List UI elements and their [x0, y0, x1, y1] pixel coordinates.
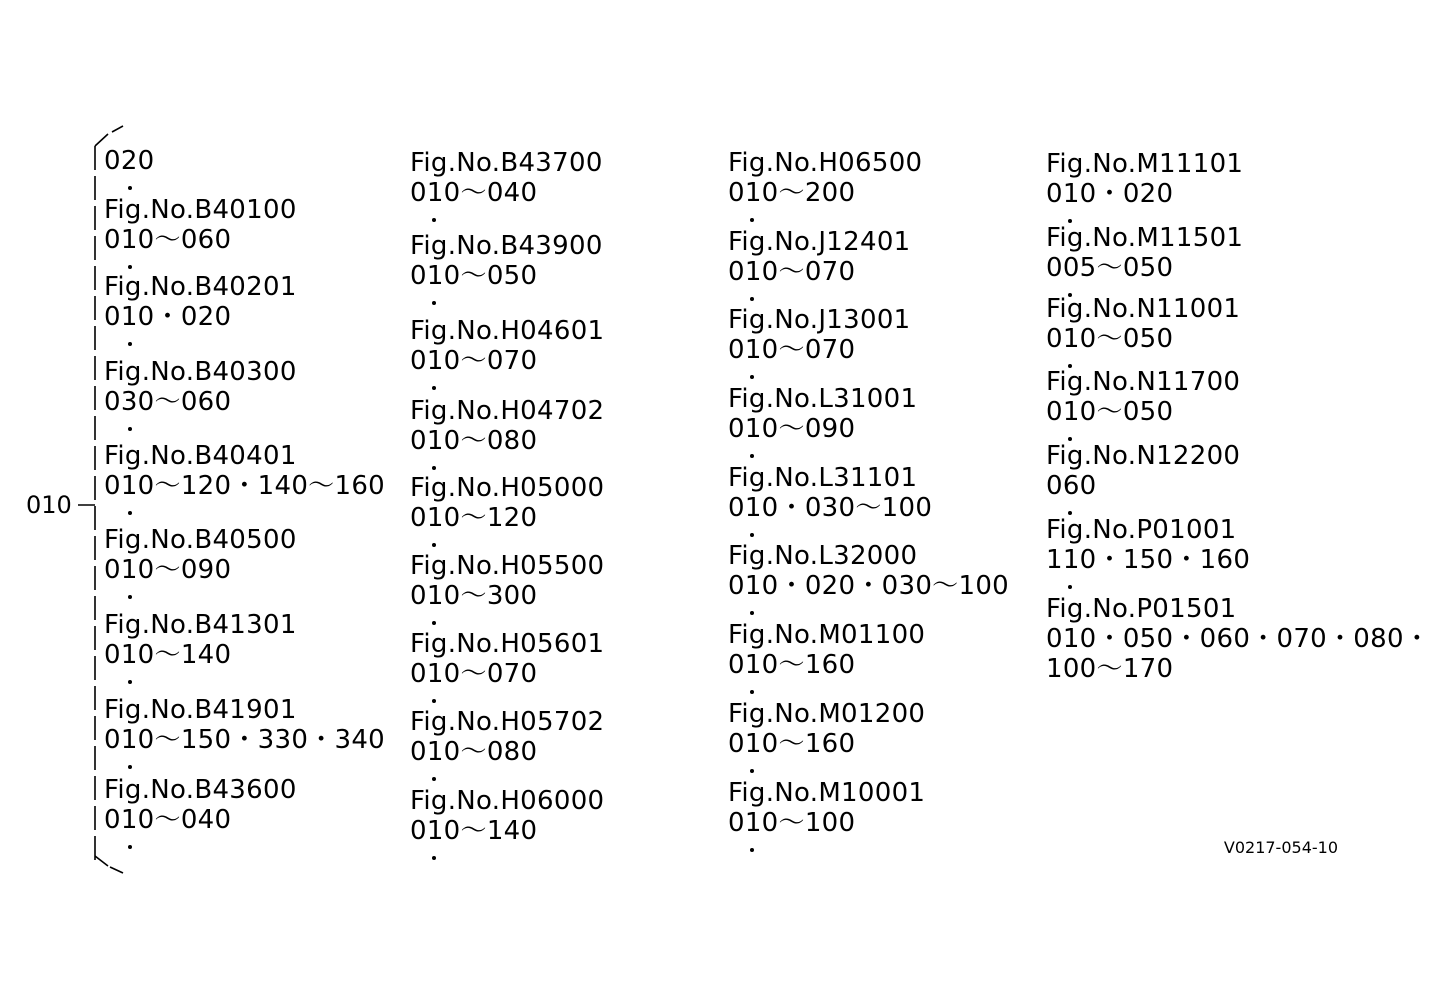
figure-number: Fig.No.B43900: [410, 231, 603, 261]
item-range: 010・030～100: [728, 493, 933, 523]
item-range: 010～060: [104, 225, 232, 255]
separator-dot: [432, 699, 436, 703]
figure-entry: [1046, 294, 1240, 354]
figure-entry: [1046, 367, 1240, 427]
figure-number: Fig.No.M01200: [728, 699, 926, 729]
figure-number: Fig.No.B41901: [104, 695, 297, 725]
item-range: 030～060: [104, 387, 232, 417]
item-range: 010～070: [410, 659, 538, 689]
figure-number: Fig.No.H04601: [410, 316, 605, 346]
separator-dot: [128, 680, 132, 684]
item-range: 010～050: [1046, 397, 1174, 427]
item-range: 010・020: [1046, 179, 1174, 209]
separator-dot: [750, 454, 754, 458]
item-range: 010・020: [104, 302, 232, 332]
item-range: 010～080: [410, 737, 538, 767]
item-range: 010～040: [410, 178, 538, 208]
figure-number: Fig.No.H06000: [410, 786, 605, 816]
separator-dot: [128, 427, 132, 431]
figure-number: Fig.No.B40201: [104, 272, 297, 302]
figure-entry: [728, 384, 917, 444]
item-range: 010～150・330・340: [104, 725, 386, 755]
separator-dot: [750, 533, 754, 537]
item-range: 010・050・060・070・080・: [1046, 624, 1430, 654]
separator-dot: [128, 511, 132, 515]
item-range: 010～050: [410, 261, 538, 291]
figure-entry: [728, 778, 925, 838]
item-range: 010～070: [410, 346, 538, 376]
figure-number: Fig.No.B40300: [104, 357, 297, 387]
figure-entry: [104, 146, 155, 176]
separator-dot: [750, 690, 754, 694]
figure-entry: [728, 620, 925, 680]
figure-entry: [728, 463, 932, 523]
separator-dot: [432, 543, 436, 547]
separator-dot: [128, 765, 132, 769]
item-range: 005～050: [1046, 253, 1174, 283]
item-range: 010～090: [104, 555, 232, 585]
figure-entry: [104, 195, 297, 255]
figure-entry: [410, 473, 604, 533]
separator-dot: [432, 621, 436, 625]
separator-dot: [750, 611, 754, 615]
root-label: 010: [26, 491, 72, 519]
item-range: 010～070: [728, 257, 856, 287]
item-range: 010～160: [728, 729, 856, 759]
figure-entry: [104, 695, 385, 755]
figure-entry: [104, 610, 297, 670]
item-range: 010～090: [728, 414, 856, 444]
separator-dot: [128, 186, 132, 190]
figure-entry: [410, 786, 604, 846]
item-range: 010・020・030～100: [728, 571, 1010, 601]
figure-number: Fig.No.M10001: [728, 778, 926, 808]
figure-entry: [104, 272, 297, 332]
separator-dot: [128, 845, 132, 849]
figure-number: Fig.No.H04702: [410, 396, 605, 426]
figure-number: Fig.No.H05500: [410, 551, 605, 581]
item-range: 010～100: [728, 808, 856, 838]
figure-entry: [1046, 223, 1243, 283]
separator-dot: [432, 301, 436, 305]
figure-number: Fig.No.H05601: [410, 629, 605, 659]
separator-dot: [750, 375, 754, 379]
figure-number: Fig.No.H05000: [410, 473, 605, 503]
item-range: 010～070: [728, 335, 856, 365]
separator-dot: [1068, 585, 1072, 589]
figure-number: Fig.No.B40500: [104, 525, 297, 555]
separator-dot: [750, 297, 754, 301]
figure-number: Fig.No.P01001: [1046, 515, 1237, 545]
figure-entry: [1046, 594, 1430, 684]
figure-entry: [1046, 441, 1240, 501]
figure-number: Fig.No.H05702: [410, 707, 605, 737]
separator-dot: [432, 777, 436, 781]
separator-dot: [128, 265, 132, 269]
figure-number: Fig.No.J13001: [728, 305, 911, 335]
item-range-continued: 100～170: [1046, 654, 1174, 684]
figure-number: Fig.No.L31101: [728, 463, 918, 493]
figure-entry: [410, 629, 604, 689]
figure-entry: [728, 541, 1009, 601]
separator-dot: [432, 386, 436, 390]
figure-entry: [104, 357, 297, 417]
figure-number: Fig.No.L32000: [728, 541, 918, 571]
figure-entry: [410, 396, 604, 456]
item-range: 020: [104, 146, 155, 176]
figure-number: Fig.No.B43600: [104, 775, 297, 805]
item-range: 010～120・140～160: [104, 471, 386, 501]
separator-dot: [750, 769, 754, 773]
figure-number: Fig.No.B40100: [104, 195, 297, 225]
item-range: 010～200: [728, 178, 856, 208]
figure-entry: [410, 707, 604, 767]
figure-entry: [728, 148, 922, 208]
figure-number: Fig.No.B40401: [104, 441, 297, 471]
item-range: 010～300: [410, 581, 538, 611]
figure-entry: [410, 231, 603, 291]
figure-number: Fig.No.P01501: [1046, 594, 1237, 624]
figure-entry: [104, 775, 297, 835]
separator-dot: [750, 848, 754, 852]
item-range: 060: [1046, 471, 1097, 501]
figure-entry: [1046, 149, 1243, 209]
figure-number: Fig.No.B41301: [104, 610, 297, 640]
figure-number: Fig.No.N12200: [1046, 441, 1241, 471]
figure-number: Fig.No.M11501: [1046, 223, 1244, 253]
separator-dot: [432, 856, 436, 860]
figure-entry: [410, 551, 604, 611]
item-range: 010～040: [104, 805, 232, 835]
figure-number: Fig.No.J12401: [728, 227, 911, 257]
separator-dot: [750, 218, 754, 222]
figure-number: Fig.No.B43700: [410, 148, 603, 178]
item-range: 010～140: [104, 640, 232, 670]
item-range: 010～120: [410, 503, 538, 533]
figure-entry: [104, 441, 385, 501]
item-range: 010～140: [410, 816, 538, 846]
item-range: 010～050: [1046, 324, 1174, 354]
figure-entry: [728, 305, 911, 365]
separator-dot: [128, 595, 132, 599]
figure-number: Fig.No.H06500: [728, 148, 923, 178]
figure-entry: [728, 699, 925, 759]
figure-number: Fig.No.M11101: [1046, 149, 1244, 179]
item-range: 110・150・160: [1046, 545, 1251, 575]
separator-dot: [432, 218, 436, 222]
drawing-code: V0217-054-10: [1223, 838, 1338, 857]
figure-number: Fig.No.N11700: [1046, 367, 1241, 397]
figure-number: Fig.No.N11001: [1046, 294, 1241, 324]
separator-dot: [432, 466, 436, 470]
item-range: 010～080: [410, 426, 538, 456]
figure-entry: [410, 316, 604, 376]
figure-entry: [728, 227, 911, 287]
figure-number: Fig.No.L31001: [728, 384, 918, 414]
separator-dot: [128, 342, 132, 346]
item-range: 010～160: [728, 650, 856, 680]
figure-entry: [104, 525, 297, 585]
figure-entry: [1046, 515, 1250, 575]
figure-entry: [410, 148, 603, 208]
figure-number: Fig.No.M01100: [728, 620, 926, 650]
